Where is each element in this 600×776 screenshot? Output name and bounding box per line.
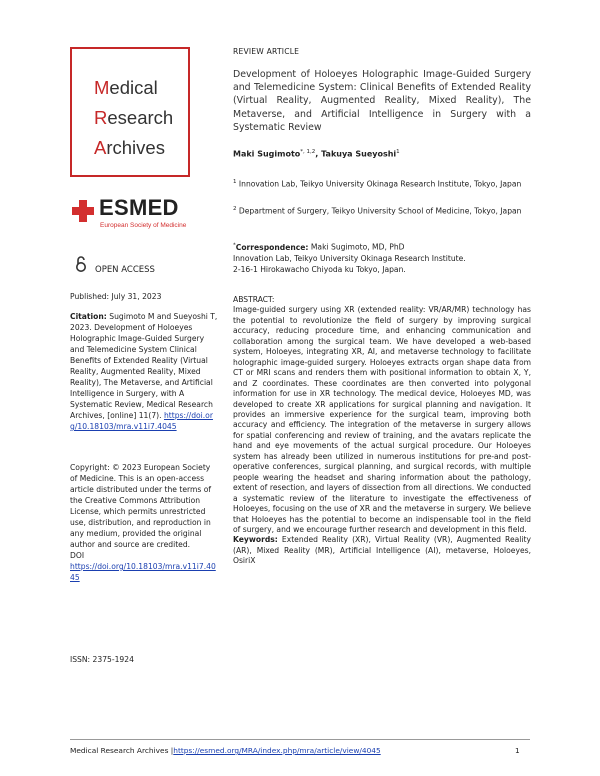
footer-divider <box>70 739 530 740</box>
citation-doi-link[interactable]: https://doi.org/10.18103/mra.v11i7.4045 <box>70 411 213 431</box>
logo-word-medical: edical <box>109 77 158 98</box>
citation-label: Citation: <box>70 312 107 321</box>
affiliation-2: $^2$ Department of Surgery, Teikyo University School of Medicine, Tokyo, Japan <box>233 206 522 216</box>
abstract <box>233 295 531 567</box>
keywords-label: Keywords: <box>233 535 278 545</box>
correspondence-label: Correspondence: <box>235 242 309 252</box>
esmed-subtitle: European Society of Medicine <box>100 222 187 229</box>
journal-logo <box>70 47 190 177</box>
page-number: 1 <box>515 746 520 755</box>
article-type: REVIEW ARTICLE <box>233 47 300 56</box>
author-list: Maki Sugimoto$^{*, 1,2}$, Takuya Sueyoshi$^1$ <box>233 149 400 159</box>
footer <box>70 746 381 755</box>
correspondence-address: 2-16-1 Hirokawacho Chiyoda ku Tokyo, Japan. <box>233 264 406 274</box>
logo-letter-m: M <box>94 77 110 98</box>
author-name: Takuya Sueyoshi <box>321 149 397 159</box>
abstract-body: Image-guided surgery using XR (extended reality: VR/AR/MR) technology has the potential to revolutionize the field of surgery by improving surgical accuracy, reducing procedure time, and enhancing communication and collaboration among the surgical team. We have developed a web-based system, Holoeyes, integrating XR, AI, and metaverse technology to facilitate holographic image-guided surgery. Holoeyes extracts organ shape data from CT or MRI scans and renders them with positional information to obtain X, Y, and Z coordinates. These coordinates are then converted into polygonal information for use in XR technology. The medical device, Holoeyes MD, was developed to create XR applications for surgical planning and navigation. It provides an immersive experience for the surgical team, improving both accuracy and efficiency. The integration of the metaverse in surgery allows for spatial conferencing and review of training, and the avatars replicate the hand and eye movements of the actual surgical procedure. Our Holoeyes system has already been utilized in numerous institutions for pre-and post-operative conferences, surgical planning, and surgical records, with multiple people wearing the headset and sharing information about the pathology, extent of resection, and layers of dissection from all directions. We conducted a systematic review of the literature to investigate the effectiveness of Holoeyes, focusing on the use of XR and the metaverse in surgery. We believe that Holoeyes has the potential to become an indispensable tool in the field of surgery, and we encourage further research and development in this field. <box>233 305 531 534</box>
affiliation-1: $^1$ Innovation Lab, Teikyo University Okinaga Research Institute, Tokyo, Japan <box>233 179 522 189</box>
author-affiliation-mark: 1 <box>396 149 400 155</box>
logo-word-research: esearch <box>107 107 174 128</box>
correspondence-block: *Correspondence: Maki Sugimoto, MD, PhD Innovation Lab, Teikyo University Okinaga Research Institute. 2-16-1 Hirokawacho Chiyoda ku Tokyo, Japan. <box>233 240 531 275</box>
correspondence-institution: Innovation Lab, Teikyo University Okinaga Research Institute. <box>233 253 466 263</box>
esmed-logo <box>72 195 232 242</box>
logo-letter-r: R <box>94 107 108 128</box>
author-affiliation-mark: *, 1,2 <box>300 149 316 155</box>
logo-letter-a: A <box>94 137 107 158</box>
esmed-name: ESMED <box>99 195 179 220</box>
issn: ISSN: 2375-1924 <box>70 655 134 664</box>
open-access-icon <box>75 255 87 273</box>
copyright-doi-link[interactable]: https://doi.org/10.18103/mra.v11i7.4045 <box>70 562 216 582</box>
logo-word-archives: rchives <box>106 137 165 158</box>
citation-text: Sugimoto M and Sueyoshi T, 2023. Development of Holoeyes Holographic Image-Guided Surgery and Telemedicine System Clinical Benefits of Extended Reality (Virtual Reality, Augmented Reality, Mixed Reality), The Metaverse, and Artificial Intelligence in Surgery, with A Systematic Review, Medical Research Archives, [online] 11(7). <box>70 312 218 420</box>
correspondence-name: Maki Sugimoto, MD, PhD <box>308 242 405 252</box>
copyright-block <box>70 462 220 583</box>
medical-cross-icon <box>72 200 94 222</box>
citation-block <box>70 311 218 432</box>
keywords <box>233 535 531 566</box>
copyright-text: Copyright: © 2023 European Society of Medicine. This is an open-access article distributed under the terms of the Creative Commons Attribution License, which permits unrestricted use, distribution, and reproduction in any medium, provided the original author and source are credited. <box>70 463 212 549</box>
article-title: Development of Holoeyes Holographic Image-Guided Surgery and Telemedicine System: Clinical Benefits of Extended Reality (Virtual Reality, Augmented Reality, Mixed Reality), The Metaverse, and Artificial Intelligence in Surgery with a Systematic Review <box>233 69 531 133</box>
open-access-label: OPEN ACCESS <box>95 265 155 275</box>
footer-journal: Medical Research Archives | <box>70 746 174 755</box>
published-date: Published: July 31, 2023 <box>70 292 162 301</box>
doi-label: DOI <box>70 551 85 560</box>
footer-article-link[interactable]: https://esmed.org/MRA/index.php/mra/article/view/4045 <box>173 746 381 755</box>
author-name: Maki Sugimoto <box>233 149 301 159</box>
keywords-text: Extended Reality (XR), Virtual Reality (VR), Augmented Reality (AR), Mixed Reality (MR), Artificial Intelligence (AI), metaverse, Holoeyes, OsiriX <box>233 535 531 566</box>
abstract-heading: ABSTRACT: <box>233 295 275 304</box>
